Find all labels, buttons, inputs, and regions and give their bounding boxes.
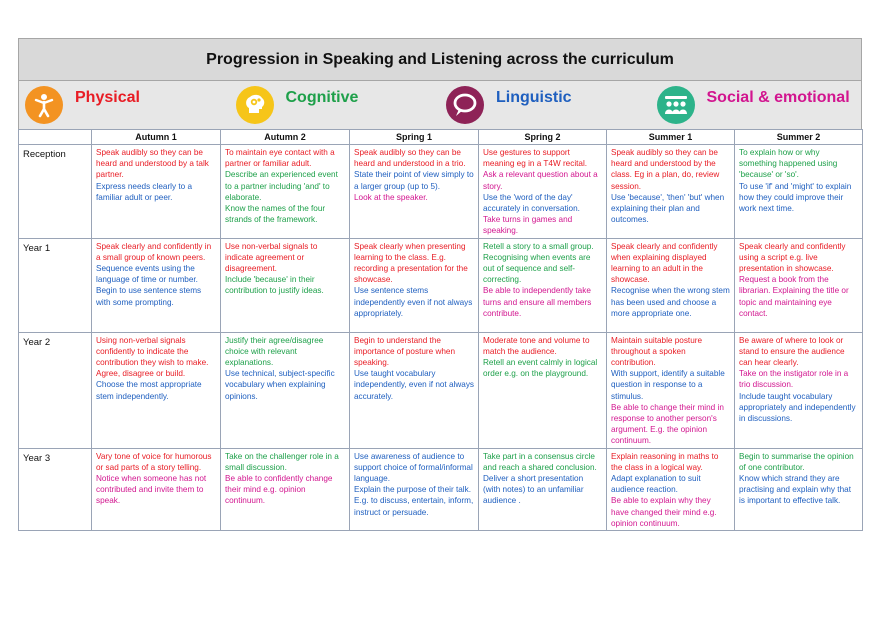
cell-text: Speak audibly so they can be heard and understood in a trio. — [354, 148, 466, 169]
cell-text: Include taught vocabulary appropriately and independently in discussions. — [739, 391, 856, 424]
row-header: Reception — [19, 145, 92, 239]
cell-text: Use gestures to support meaning eg in a T4W recital. — [483, 148, 588, 169]
cell-text: Request a book from the librarian. Explaining the title or topic and maintaining eye contact. — [739, 275, 849, 318]
column-header: Summer 1 — [607, 130, 735, 145]
cell-text: State their point of view simply to a larger group (up to 5). — [354, 170, 474, 191]
cell-text: Speak clearly and confidently using a script e.g. live presentation in showcase. — [739, 241, 846, 274]
cell-text: Include 'because' in their contribution to justify ideas. — [225, 275, 324, 296]
row-header: Year 3 — [19, 448, 92, 530]
table-cell — [479, 332, 607, 448]
table-row — [19, 332, 863, 448]
cell-text: Recognising when events are out of sequence and self-correcting. — [483, 252, 591, 285]
cell-text: Speak clearly and confidently when explaining displayed learning to an adult in the showcase. — [611, 241, 718, 285]
cell-text: Know the names of the four strands of the framework. — [225, 204, 326, 225]
cell-text: Notice when someone has not contributed and invite them to speak. — [96, 474, 207, 506]
people-icon — [657, 86, 695, 124]
cell-text: Describe an experienced event to a partner including 'and' to elaborate. — [225, 170, 338, 202]
cell-text: Deliver a short presentation (with notes) to an unfamiliar audience . — [483, 474, 584, 506]
table-cell — [607, 145, 735, 239]
legend-label-linguistic: Linguistic — [496, 89, 572, 106]
table-row — [19, 145, 863, 239]
cell-text: Justify their agree/disagree choice with relevant explanations. — [225, 335, 324, 368]
column-header-blank — [19, 130, 92, 145]
cell-text: Use awareness of audience to support choice of formal/informal language. — [354, 451, 473, 484]
cell-text: To use 'if' and 'might' to explain how they could improve their work next time. — [739, 181, 852, 214]
table-cell — [92, 145, 221, 239]
cell-text: Be able to confidently change their mind e.g. opinion continuum. — [225, 474, 333, 506]
legend-label-social-emotional: Social & emotional — [706, 89, 850, 106]
cell-text: Moderate tone and volume to match the audience. — [483, 335, 590, 356]
cell-text: Begin to use sentence stems with some prompting. — [96, 286, 202, 307]
speech-bubble-icon — [446, 86, 484, 124]
column-header: Autumn 2 — [221, 130, 350, 145]
table-cell — [92, 332, 221, 448]
cell-text: Use non-verbal signals to indicate agreement or disagreement. — [225, 241, 318, 274]
brain-icon — [236, 86, 274, 124]
column-header: Summer 2 — [735, 130, 863, 145]
cell-text: Retell an event calmly in logical order e.g. on the playground. — [483, 358, 598, 379]
legend-physical — [19, 81, 230, 129]
cell-text: Vary tone of voice for humorous or sad parts of a story telling. — [96, 451, 212, 472]
cell-text: Sequence events using the language of time or number. — [96, 264, 198, 285]
legend-social-emotional — [651, 81, 862, 129]
column-header: Spring 1 — [350, 130, 479, 145]
cell-text: Speak clearly when presenting learning to the class. E.g. recording a presentation for the showcase. — [354, 241, 468, 285]
cell-text: Speak audibly so they can be heard and understood by a talk partner. — [96, 148, 209, 180]
cell-text: To explain how or why something happened using 'because' or 'so'. — [739, 148, 838, 180]
cell-text: Use taught vocabulary independently, even if not always accurately. — [354, 369, 475, 401]
table-cell — [350, 238, 479, 332]
table-cell — [221, 448, 350, 530]
table-cell — [735, 332, 863, 448]
cell-text: Begin to understand the importance of posture when speaking. — [354, 335, 456, 368]
cell-text: Speak clearly and confidently in a small group of known peers. — [96, 241, 212, 262]
table-row — [19, 238, 863, 332]
table-body — [19, 145, 863, 531]
cell-text: Adapt explanation to suit audience reaction. — [611, 474, 701, 495]
cell-text: Speak audibly so they can be heard and understood by the class. Eg in a plan, do, review session. — [611, 148, 720, 191]
table-row — [19, 448, 863, 530]
cell-text: Begin to summarise the opinion of one contributor. — [739, 451, 854, 472]
page-title: Progression in Speaking and Listening across the curriculum — [18, 38, 862, 81]
cell-text: Use sentence stems independently even if not always appropriately. — [354, 286, 473, 318]
table-cell — [607, 238, 735, 332]
strand-legend — [18, 81, 862, 129]
table-cell — [350, 145, 479, 239]
cell-text: Be able to change their mind in response to another person's argument. E.g. the opinion continuum. — [611, 402, 724, 446]
table-cell — [735, 145, 863, 239]
column-header: Autumn 1 — [92, 130, 221, 145]
header-row — [19, 130, 863, 145]
table-cell — [92, 238, 221, 332]
table-cell — [221, 332, 350, 448]
legend-cognitive — [230, 81, 441, 129]
table-cell — [735, 448, 863, 530]
cell-text: Use the 'word of the day' accurately in conversation. — [483, 192, 580, 214]
cell-text: Express needs clearly to a familiar adult or peer. — [96, 181, 193, 202]
table-cell — [350, 448, 479, 530]
cell-text: To maintain eye contact with a partner or familiar adult. — [225, 148, 335, 169]
legend-label-physical: Physical — [75, 89, 140, 106]
cell-text: Maintain suitable posture throughout a spoken contribution. — [611, 335, 703, 368]
person-icon — [25, 86, 63, 124]
table-cell — [479, 145, 607, 239]
cell-text: Retell a story to a small group. — [483, 241, 594, 251]
row-header: Year 1 — [19, 238, 92, 332]
cell-text: Be able to explain why they have changed their mind e.g. opinion continuum. — [611, 496, 717, 528]
progression-table — [18, 129, 863, 531]
cell-text: Explain the purpose of their talk. E.g. to discuss, entertain, inform, instruct or persuade. — [354, 485, 474, 517]
cell-text: Choose the most appropriate stem independently. — [96, 380, 202, 401]
table-cell — [221, 145, 350, 239]
cell-text: Take part in a consensus circle and reach a shared conclusion. — [483, 451, 597, 472]
row-header: Year 2 — [19, 332, 92, 448]
table-cell — [350, 332, 479, 448]
cell-text: Take turns in games and speaking. — [483, 215, 573, 236]
table-cell — [607, 332, 735, 448]
cell-text: Be able to independently take turns and ensure all members contribute. — [483, 286, 592, 318]
cell-text: With support, identify a suitable question in response to a stimulus. — [611, 369, 725, 401]
cell-text: Take on the instigator role in a trio discussion. — [739, 369, 849, 390]
cell-text: Recognise when the wrong stem has been used and choose a more appropriate one. — [611, 286, 730, 318]
cell-text: Ask a relevant question about a story. — [483, 170, 598, 191]
table-cell — [607, 448, 735, 530]
cell-text: Use 'because', 'then' 'but' when explaining their plan and outcomes. — [611, 192, 725, 225]
cell-text: Be aware of where to look or stand to ensure the audience can hear clearly. — [739, 335, 845, 368]
cell-text: Explain reasoning in maths to the class in a logical way. — [611, 451, 719, 472]
cell-text: Using non-verbal signals confidently to indicate the contribution they wish to make. Agree, disagree or build. — [96, 335, 209, 379]
table-cell — [479, 238, 607, 332]
cell-text: Use technical, subject-specific vocabulary when explaining opinions. — [225, 369, 335, 401]
cell-text: Know which strand they are practising and explain why that is important to effective talk. — [739, 474, 851, 506]
legend-label-cognitive: Cognitive — [285, 89, 359, 106]
cell-text: Take on the challenger role in a small discussion. — [225, 451, 339, 472]
progression-sheet — [18, 38, 862, 531]
column-header: Spring 2 — [479, 130, 607, 145]
table-cell — [92, 448, 221, 530]
table-cell — [221, 238, 350, 332]
cell-text: Look at the speaker. — [354, 192, 428, 202]
table-cell — [479, 448, 607, 530]
legend-linguistic — [440, 81, 651, 129]
table-cell — [735, 238, 863, 332]
